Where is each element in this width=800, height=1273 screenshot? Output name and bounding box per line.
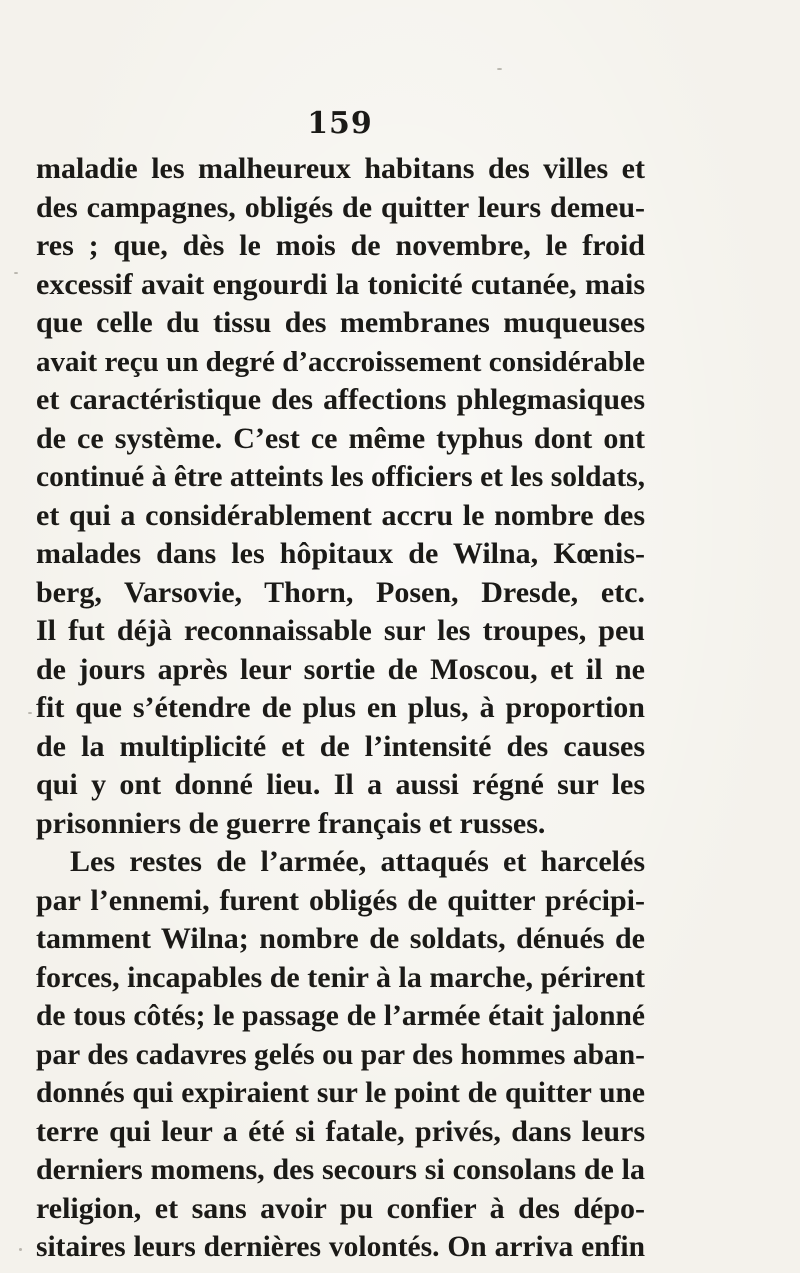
text-line: religion, et sans avoir pu confier à des dépo- bbox=[36, 1191, 645, 1225]
text-line: forces, incapables de tenir à la marche, périrent bbox=[36, 960, 645, 994]
text-line: de la multiplicité et de l’intensité des causes bbox=[36, 729, 645, 763]
page-number: 159 bbox=[307, 106, 373, 141]
paper-speck bbox=[14, 272, 18, 274]
paper-speck bbox=[497, 68, 502, 70]
text-line: de jours après leur sortie de Moscou, et il ne bbox=[36, 652, 645, 686]
text-line: berg, Varsovie, Thorn, Posen, Dresde, etc. bbox=[36, 575, 645, 609]
text-line: par l’ennemi, furent obligés de quitter précipi- bbox=[36, 883, 645, 917]
text-line: terre qui leur a été si fatale, privés, dans leurs bbox=[36, 1114, 645, 1148]
text-line: fit que s’étendre de plus en plus, à proportion bbox=[36, 691, 645, 724]
paper-speck bbox=[19, 1248, 22, 1251]
text-line: Les restes de l’armée, attaqués et harcelés bbox=[70, 845, 645, 878]
text-line: et qui a considérablement accru le nombre des bbox=[36, 498, 645, 532]
text-line: res ; que, dès le mois de novembre, le froid bbox=[36, 229, 645, 262]
paragraph-1 bbox=[36, 150, 645, 843]
text-line: donnés qui expiraient sur le point de quitter une bbox=[36, 1077, 645, 1109]
text-line: et caractéristique des affections phlegmasiques bbox=[36, 383, 645, 416]
text-line: derniers momens, des secours si consolans de la bbox=[36, 1153, 645, 1186]
text-line: de ce système. C’est ce même typhus dont ont bbox=[36, 421, 645, 455]
text-line: continué à être atteints les officiers et les soldats, bbox=[36, 461, 645, 493]
text-line: avait reçu un degré d’accroissement considérable bbox=[36, 345, 645, 378]
text-line: sitaires leurs dernières volontés. On arriva enfin bbox=[36, 1231, 645, 1263]
text-line: par des cadavres gelés ou par des hommes aban- bbox=[36, 1038, 645, 1071]
body-text bbox=[36, 150, 645, 1267]
text-line: que celle du tissu des membranes muqueuses bbox=[36, 306, 645, 339]
paragraph-2 bbox=[36, 843, 645, 1267]
text-line: prisonniers de guerre français et russes. bbox=[36, 806, 546, 840]
text-line: tamment Wilna; nombre de soldats, dénués de bbox=[36, 922, 645, 955]
text-line: maladie les malheureux habitans des villes et bbox=[36, 152, 645, 185]
text-line: Il fut déjà reconnaissable sur les troupes, peu bbox=[36, 614, 645, 647]
text-line: des campagnes, obligés de quitter leurs demeu- bbox=[36, 190, 645, 224]
paper-speck bbox=[28, 712, 32, 714]
text-line: excessif avait engourdi la tonicité cutanée, mais bbox=[36, 267, 645, 301]
text-line: malades dans les hôpitaux de Wilna, Kœnis- bbox=[36, 537, 645, 570]
text-line: qui y ont donné lieu. Il a aussi régné sur les bbox=[36, 768, 645, 801]
text-line: de tous côtés; le passage de l’armée était jalonné bbox=[36, 1000, 645, 1032]
